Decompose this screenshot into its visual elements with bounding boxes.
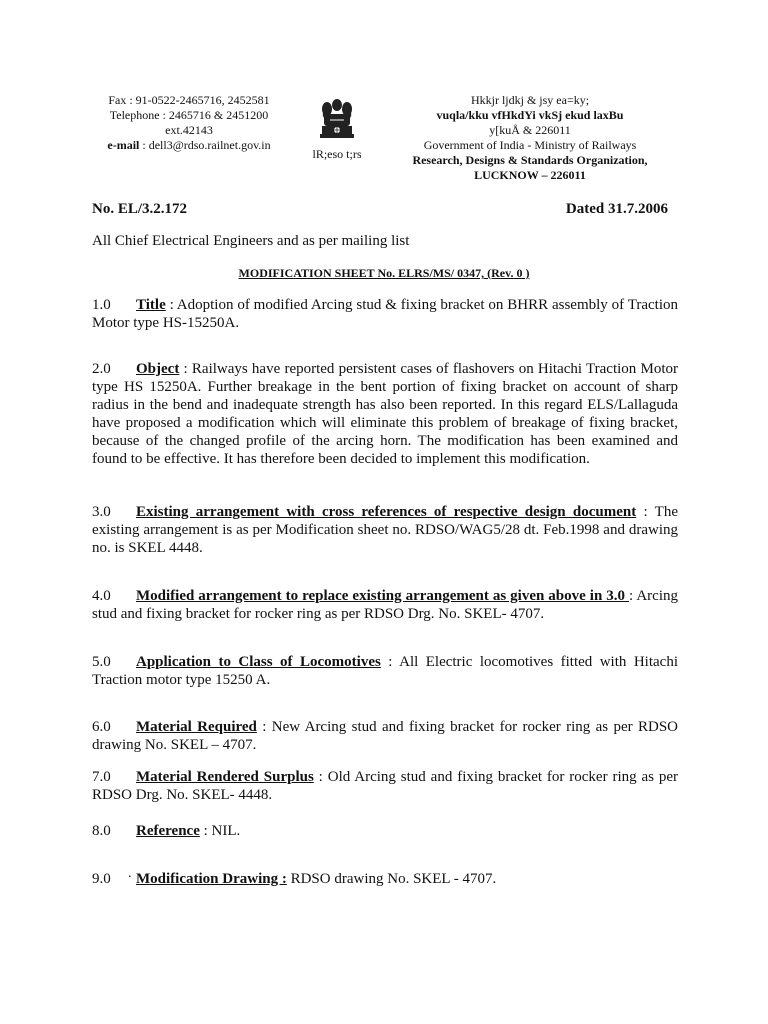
document-date: Dated 31.7.2006 xyxy=(565,201,668,217)
section-3: 3.0 Existing arrangement with cross references of respective design document : The existing arrangement is as per Modification sheet no. RDSO/WAG5/28 dt. Feb.1998 and drawing no. is SKEL 4448. xyxy=(92,504,678,556)
addressee: All Chief Electrical Engineers and as per mailing list xyxy=(92,233,410,249)
section-2: 2.0 Object : Railways have reported persistent cases of flashovers on Hitachi Traction Motor type HS 15250A. Further breakage in the bent portion of fixing bracket on account of sharp radius in the bend and inadequate strength has also been reported. In this regard ELS/Lallaguda have proposed a modification which will eliminate this problem of breakage of fixing bracket, because of the changed profile of the arcing horn. The modification has been examined and found to be effective. It has therefore been decided to implement this modification. xyxy=(92,361,678,467)
section-heading: Modified arrangement to replace existing arrangement as given above in 3.0 xyxy=(136,588,630,604)
state-emblem-icon xyxy=(317,97,357,145)
section-heading: Existing arrangement with cross references of respective design document xyxy=(136,504,637,520)
section-text: All Electric locomotives fitted with Hitachi Traction motor type 15250 A. xyxy=(92,654,679,688)
section-8: 8.0 Reference : NIL. xyxy=(92,823,241,839)
section-text: Arcing stud and fixing bracket for rocker ring as per RDSO Drg. No. SKEL- 4707. xyxy=(92,588,678,622)
section-heading: Material Required xyxy=(136,719,257,735)
section-5: 5.0 Application to Class of Locomotives : All Electric locomotives fitted with Hitachi Traction motor type 15250 A. xyxy=(92,654,679,688)
org-hindi-line-3: y[kuÅ & 226011 xyxy=(489,123,571,137)
section-6: 6.0 Material Required : New Arcing stud and fixing bracket for rocker ring as per RDSO drawing No. SKEL – 4707. xyxy=(92,719,678,753)
section-text: The existing arrangement is as per Modification sheet no. RDSO/WAG5/28 dt. Feb.1998 and drawing no. is SKEL 4448. xyxy=(92,504,678,556)
reference-line xyxy=(92,201,676,218)
org-name: Research, Designs & Standards Organization, xyxy=(412,153,648,167)
org-government: Government of India - Ministry of Railways xyxy=(423,138,637,152)
section-text: RDSO drawing No. SKEL - 4707. xyxy=(290,871,497,887)
reference-number: No. EL/3.2.172 xyxy=(92,201,188,217)
section-7: 7.0 Material Rendered Surplus : Old Arcing stud and fixing bracket for rocker ring as per RDSO Drg. No. SKEL- 4448. xyxy=(92,769,679,803)
section-heading: Title xyxy=(136,297,166,313)
email-line xyxy=(78,138,300,153)
contact-block xyxy=(78,93,300,153)
emblem-block xyxy=(308,97,366,162)
trailing-mark: . xyxy=(128,866,132,881)
modification-sheet-title: MODIFICATION SHEET No. ELRS/MS/ 0347, (Rev. 0 ) xyxy=(238,266,530,280)
section-heading: Material Rendered Surplus xyxy=(136,769,314,785)
section-text: Railways have reported persistent cases of flashovers on Hitachi Traction Motor type HS 15250A. Further breakage in the bent portion of fixing bracket on account of sharp radius in the bend and inadequate strength has also been reported. In this regard ELS/Lallaguda have proposed a modification which will eliminate this problem of breakage of fixing bracket, because of the changed profile of the arcing horn. The modification has been examined and found to be effective. It has therefore been decided to implement this modification. xyxy=(92,361,678,467)
org-city: LUCKNOW – 226011 xyxy=(474,168,586,182)
telephone-ext: ext.42143 xyxy=(165,123,213,137)
section-9: 9.0 Modification Drawing : RDSO drawing No. SKEL - 4707. xyxy=(92,871,497,887)
telephone-number: Telephone : 2465716 & 2451200 xyxy=(109,108,269,122)
email-address: : dell3@rdso.railnet.gov.in xyxy=(139,138,271,152)
org-hindi-line-2: vuqla/kku vfHkdYi vkSj ekud laxBu xyxy=(436,108,624,122)
section-heading: Reference xyxy=(136,823,200,839)
section-4: 4.0 Modified arrangement to replace existing arrangement as given above in 3.0 : Arcing stud and fixing bracket for rocker ring as per RDSO Drg. No. SKEL- 4707. xyxy=(92,588,678,622)
section-text: Adoption of modified Arcing stud & fixing bracket on BHRR assembly of Traction Motor type HS-15250A. xyxy=(92,297,679,331)
emblem-caption: lR;eso t;rs xyxy=(312,147,362,161)
section-text: NIL. xyxy=(211,823,241,839)
section-1: 1.0 Title : Adoption of modified Arcing stud & fixing bracket on BHRR assembly of Traction Motor type HS-15250A. xyxy=(92,297,679,331)
section-text: New Arcing stud and fixing bracket for rocker ring as per RDSO drawing No. SKEL – 4707. xyxy=(92,719,678,753)
section-heading: Modification Drawing : xyxy=(136,871,287,887)
section-heading: Object xyxy=(136,361,180,377)
org-hindi-line-1: Hkkjr ljdkj & jsy ea=ky; xyxy=(470,93,590,107)
organization-block xyxy=(390,93,670,183)
email-label: e-mail xyxy=(107,138,140,152)
section-text: Old Arcing stud and fixing bracket for rocker ring as per RDSO Drg. No. SKEL- 4448. xyxy=(92,769,679,803)
fax-number: Fax : 91-0522-2465716, 2452581 xyxy=(108,93,270,107)
section-heading: Application to Class of Locomotives xyxy=(136,654,381,670)
